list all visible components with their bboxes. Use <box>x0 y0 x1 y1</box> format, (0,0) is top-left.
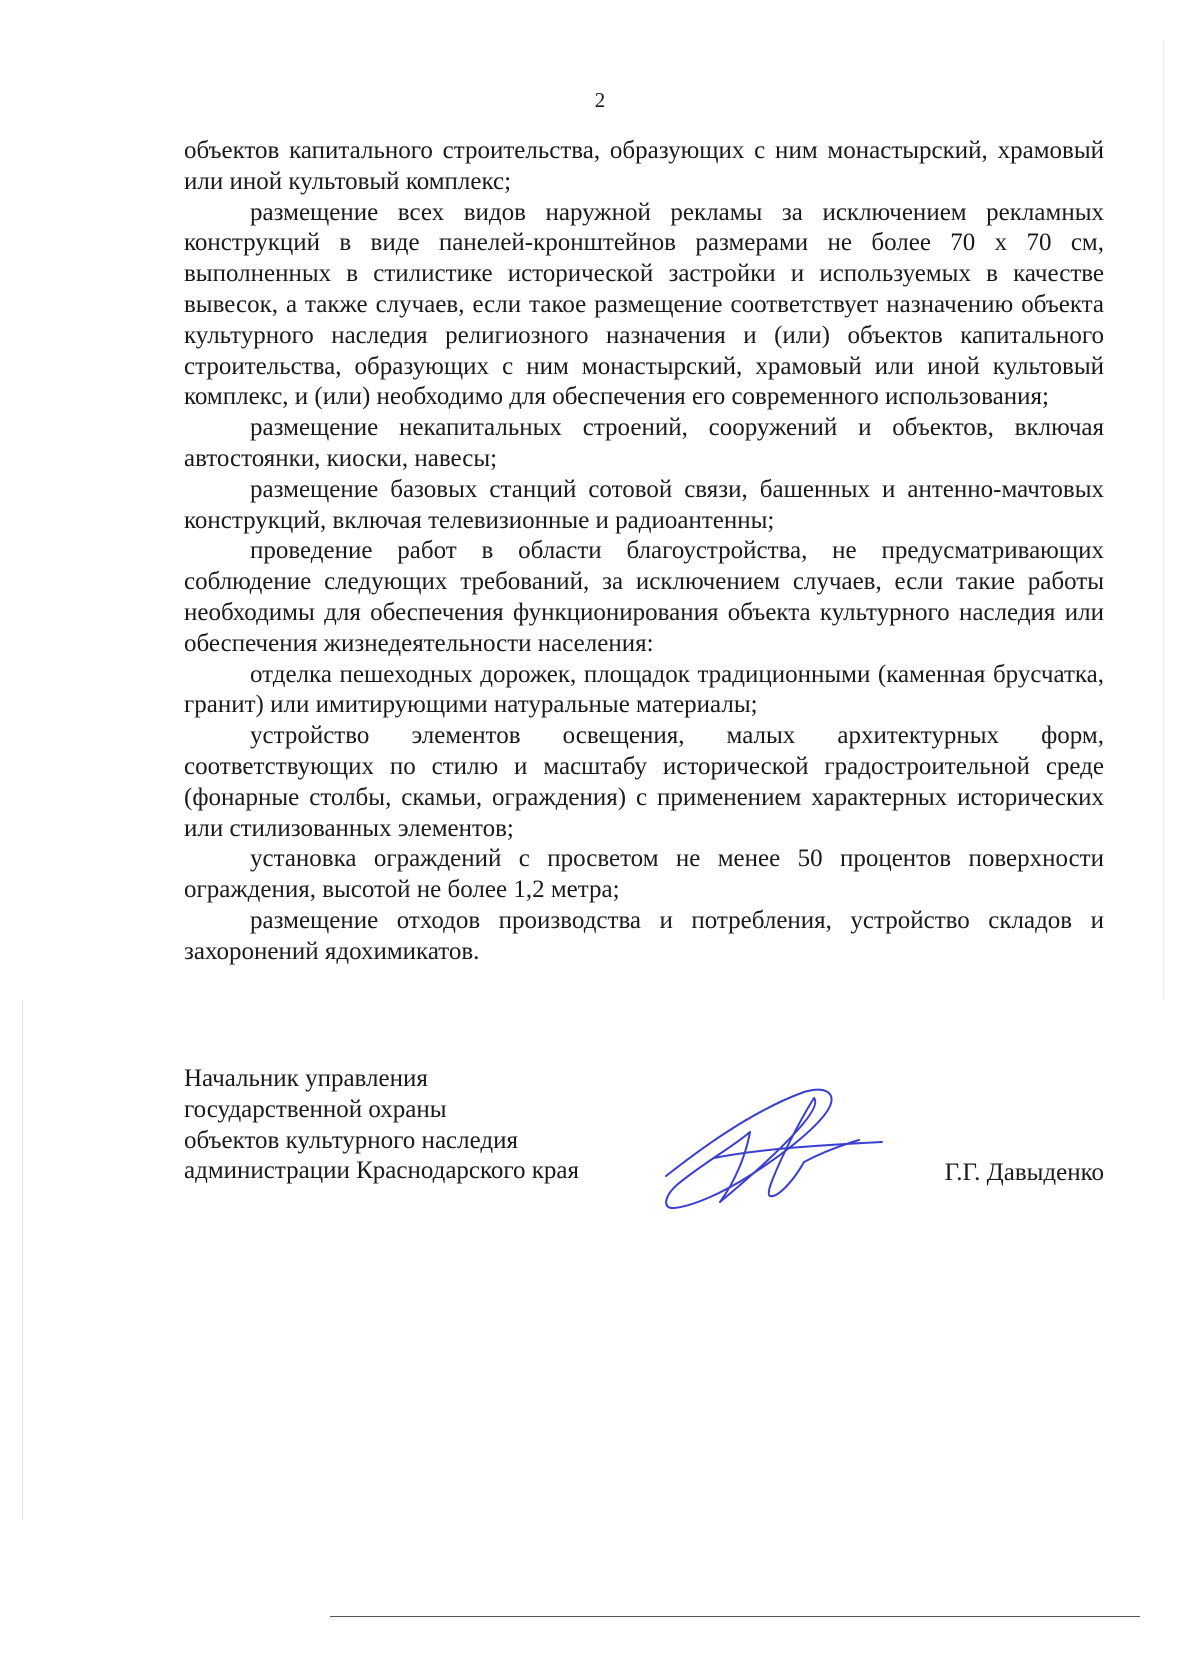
paragraph-paving: отделка пешеходных дорожек, площадок традиционными (каменная брусчатка, гранит) или имитирующими натуральные материалы; <box>184 660 1104 719</box>
paragraph-lighting: устройство элементов освещения, малых архитектурных форм, соответствующих по стилю и масштабу исторической градостроительной среде (фонарные столбы, скамьи, ограждения) с применением характерных исторических или стилизованных элементов; <box>184 722 1104 842</box>
signer-position-line: государственной охраны <box>184 1095 447 1123</box>
paragraph-cell-stations: размещение базовых станций сотовой связи, башенных и антенно-мачтовых конструкций, включая телевизионные и радиоантенны; <box>184 475 1104 534</box>
paragraph-outdoor-advertising: размещение всех видов наружной рекламы за исключением рекламных конструкций в виде панелей-кронштейнов размерами не более 70 х 70 см, выполненных в стилистике исторической застройки и используемых в качестве вывесок, а также случаев, если такое размещение соответствует назначению объекта культурного наследия религиозного назначения и (или) объектов капитального строительства, образующих с ним монастырский, храмовый или иной культовый комплекс, и (или) необходимо для обеспечения его современного использования; <box>184 198 1104 411</box>
paragraph-continuation: объектов капитального строительства, образующих с ним монастырский, храмовый или иной культовый комплекс; <box>184 137 1104 195</box>
paragraph-fencing: установка ограждений с просветом не менее 50 процентов поверхности ограждения, высотой не более 1,2 метра; <box>184 845 1104 904</box>
scan-edge-left <box>22 1000 23 1520</box>
paragraph-temporary-structures: размещение некапитальных строений, сооружений и объектов, включая автостоянки, киоски, навесы; <box>184 414 1104 472</box>
handwritten-signature <box>654 1084 884 1214</box>
scan-edge-right <box>1163 40 1164 1000</box>
paragraph-landscaping: проведение работ в области благоустройства, не предусматривающих соблюдение следующих требований, за исключением случаев, если такие работы необходимы для обеспечения функционирования объекта культурного наследия или обеспечения жизнедеятельности населения: <box>184 537 1104 657</box>
signature-block <box>184 1064 1104 1234</box>
document-body <box>184 136 1104 968</box>
bottom-rule <box>330 1616 1140 1617</box>
page-number: 2 <box>594 88 606 112</box>
signer-position-line: объектов культурного наследия <box>184 1126 518 1154</box>
signer-position-line: Начальник управления <box>184 1065 428 1092</box>
signer-position-line: администрации Краснодарского края <box>184 1157 580 1185</box>
signer-position <box>184 1064 644 1187</box>
paragraph-waste: размещение отходов производства и потребления, устройство складов и захоронений ядохимикатов. <box>184 906 1104 965</box>
signer-name: Г.Г. Давыденко <box>944 1159 1104 1186</box>
